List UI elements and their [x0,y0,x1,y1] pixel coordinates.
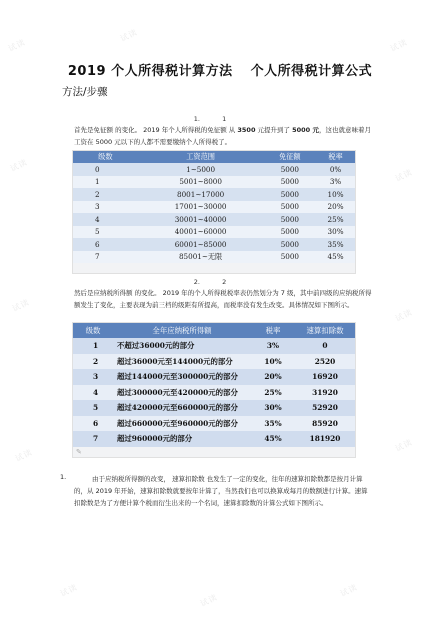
watermark: 试读 [393,167,415,184]
table-cell: 17001~30000 [138,201,264,214]
watermark: 试读 [13,447,35,464]
column-header: 速算扣除数 [295,323,355,338]
watermark: 试读 [58,582,80,599]
table-cell: 25% [251,385,295,401]
step-number-right: 2 [222,278,227,286]
section-subtitle: 方法/步骤 [62,86,108,98]
table-cell: 5 [73,400,113,416]
pencil-icon: ✎ [76,447,82,456]
table-cell: 0% [316,163,355,176]
step1-paragraph [74,124,374,148]
table-cell: 超过144000元至300000元的部分 [113,369,251,385]
table-cell: 35% [251,416,295,432]
table-cell: 60001~85000 [138,238,264,251]
table-cell: 31920 [295,385,355,401]
table-row [73,201,355,214]
table-cell: 85001~无限 [138,251,264,264]
table-cell: 4 [73,385,113,401]
table-cell: 2 [73,188,138,201]
table-cell: 45% [316,251,355,264]
table-row [73,338,355,354]
table-cell: 4 [73,213,138,226]
table-cell: 6 [73,238,138,251]
table-row [73,369,355,385]
table-cell: 5000 [264,238,316,251]
table-cell: 5000 [264,213,316,226]
table-cell: 3% [316,176,355,189]
table-cell: 85920 [295,416,355,432]
table-cell: 超过300000元至420000元的部分 [113,385,251,401]
table-cell: 40001~60000 [138,226,264,239]
table-row [73,238,355,251]
title-part-b: 个人所得税计算公式 [250,64,373,79]
table-cell: 30% [316,226,355,239]
watermark: 试读 [118,27,140,44]
table-cell: 5000 [264,188,316,201]
table-cell: 3 [73,201,138,214]
table-row [73,416,355,432]
table-cell: 45% [251,431,295,447]
table-cell: 5000 [264,163,316,176]
table-cell: 1 [73,338,113,354]
table-cell: 35% [316,238,355,251]
table-cell: 16920 [295,369,355,385]
step3-paragraph: 由于应纳税所得额的改变， 速算扣除数 也发生了一定的变化，往年的速算扣除数都是按月计算的，从 2019 年开始，速算扣除数就要按年计算了，当然我们也可以换算成每月的数额进行计算。速算扣除数是为了方便计算个税而衍生出来的一个名词，速算扣除数的计算公式如下图所示。 [74,475,368,507]
table-cell: 2520 [295,354,355,370]
table-row [73,213,355,226]
table-row [73,251,355,264]
table-cell: 2 [73,354,113,370]
watermark: 试读 [6,37,28,54]
step-number-right: 1 [222,115,227,123]
column-header: 全年应纳税所得额 [113,323,251,338]
table-cell: 20% [316,201,355,214]
step1-text-a: 首先是免征额 的变化。 2019 年个人所得税的免征额 从 [74,126,238,134]
step1-bold-b: 5000 元 [292,126,319,134]
table-row [73,385,355,401]
table-cell: 10% [251,354,295,370]
table-row [73,431,355,447]
table-row [73,188,355,201]
table-cell: 52920 [295,400,355,416]
table-cell: 5000 [264,201,316,214]
watermark: 试读 [393,437,415,454]
step-number [160,278,260,286]
step-number-left: 2. [193,278,200,286]
table-cell: 0 [295,338,355,354]
step1-bold-a: 3500 [237,126,256,134]
table-cell: 3 [73,369,113,385]
table-cell: 1 [73,176,138,189]
column-header: 税率 [316,151,355,163]
watermark: 试读 [198,592,220,609]
table-cell: 0 [73,163,138,176]
tax-exemption-table [73,151,355,263]
table-cell: 181920 [295,431,355,447]
table-cell: 7 [73,431,113,447]
table-cell: 不超过36000元的部分 [113,338,251,354]
table-cell: 30001~40000 [138,213,264,226]
tax-rate-table-image [72,322,356,458]
table-row [73,354,355,370]
step1-text-b: 元提升到了 [255,126,293,134]
table-cell: 8001~17000 [138,188,264,201]
watermark: 试读 [388,37,410,54]
table-cell: 超过960000元的部分 [113,431,251,447]
table-cell: 25% [316,213,355,226]
title-part-a: 2019 个人所得税计算方法 [67,64,233,79]
step-number [160,115,260,123]
step2-paragraph: 然后是应纳税所得额 的变化。 2019 年的个人所得税税率表仍然划分为 7 级，其中前四级的应纳税所得额发生了变化，主要表现为前三档的级距有所提高，而税率没有发生改变。具体情况如下图所示。 [74,289,372,309]
table-cell: 5000 [264,251,316,264]
table-cell: 3% [251,338,295,354]
table-cell: 超过36000元至144000元的部分 [113,354,251,370]
watermark: 试读 [393,307,415,324]
watermark: 试读 [338,582,360,599]
table-cell: 5000 [264,226,316,239]
column-header: 工资范围 [138,151,264,163]
column-header: 级数 [73,323,113,338]
tax-rate-table [73,323,355,447]
page-title [0,60,440,79]
table-row [73,400,355,416]
step3-number: 1. [60,473,67,481]
table-row [73,226,355,239]
table-cell: 10% [316,188,355,201]
column-header: 税率 [251,323,295,338]
table-cell: 5000 [264,176,316,189]
column-header: 免征额 [264,151,316,163]
table-cell: 5001~8000 [138,176,264,189]
table-cell: 7 [73,251,138,264]
table-row [73,163,355,176]
table-cell: 超过420000元至660000元的部分 [113,400,251,416]
table-cell: 1~5000 [138,163,264,176]
watermark: 试读 [10,297,32,314]
tax-exemption-table-image [72,150,356,274]
step-number-left: 1. [193,115,200,123]
table-cell: 20% [251,369,295,385]
step1-text-c: ，这也就意味着月工资在 5000 元以下的人都不需要缴纳个人所得税了。 [74,126,371,146]
table-cell: 6 [73,416,113,432]
table-cell: 超过660000元至960000元的部分 [113,416,251,432]
column-header: 级数 [73,151,138,163]
table-cell: 5 [73,226,138,239]
table-row [73,176,355,189]
table-cell: 30% [251,400,295,416]
watermark: 试读 [8,157,30,174]
